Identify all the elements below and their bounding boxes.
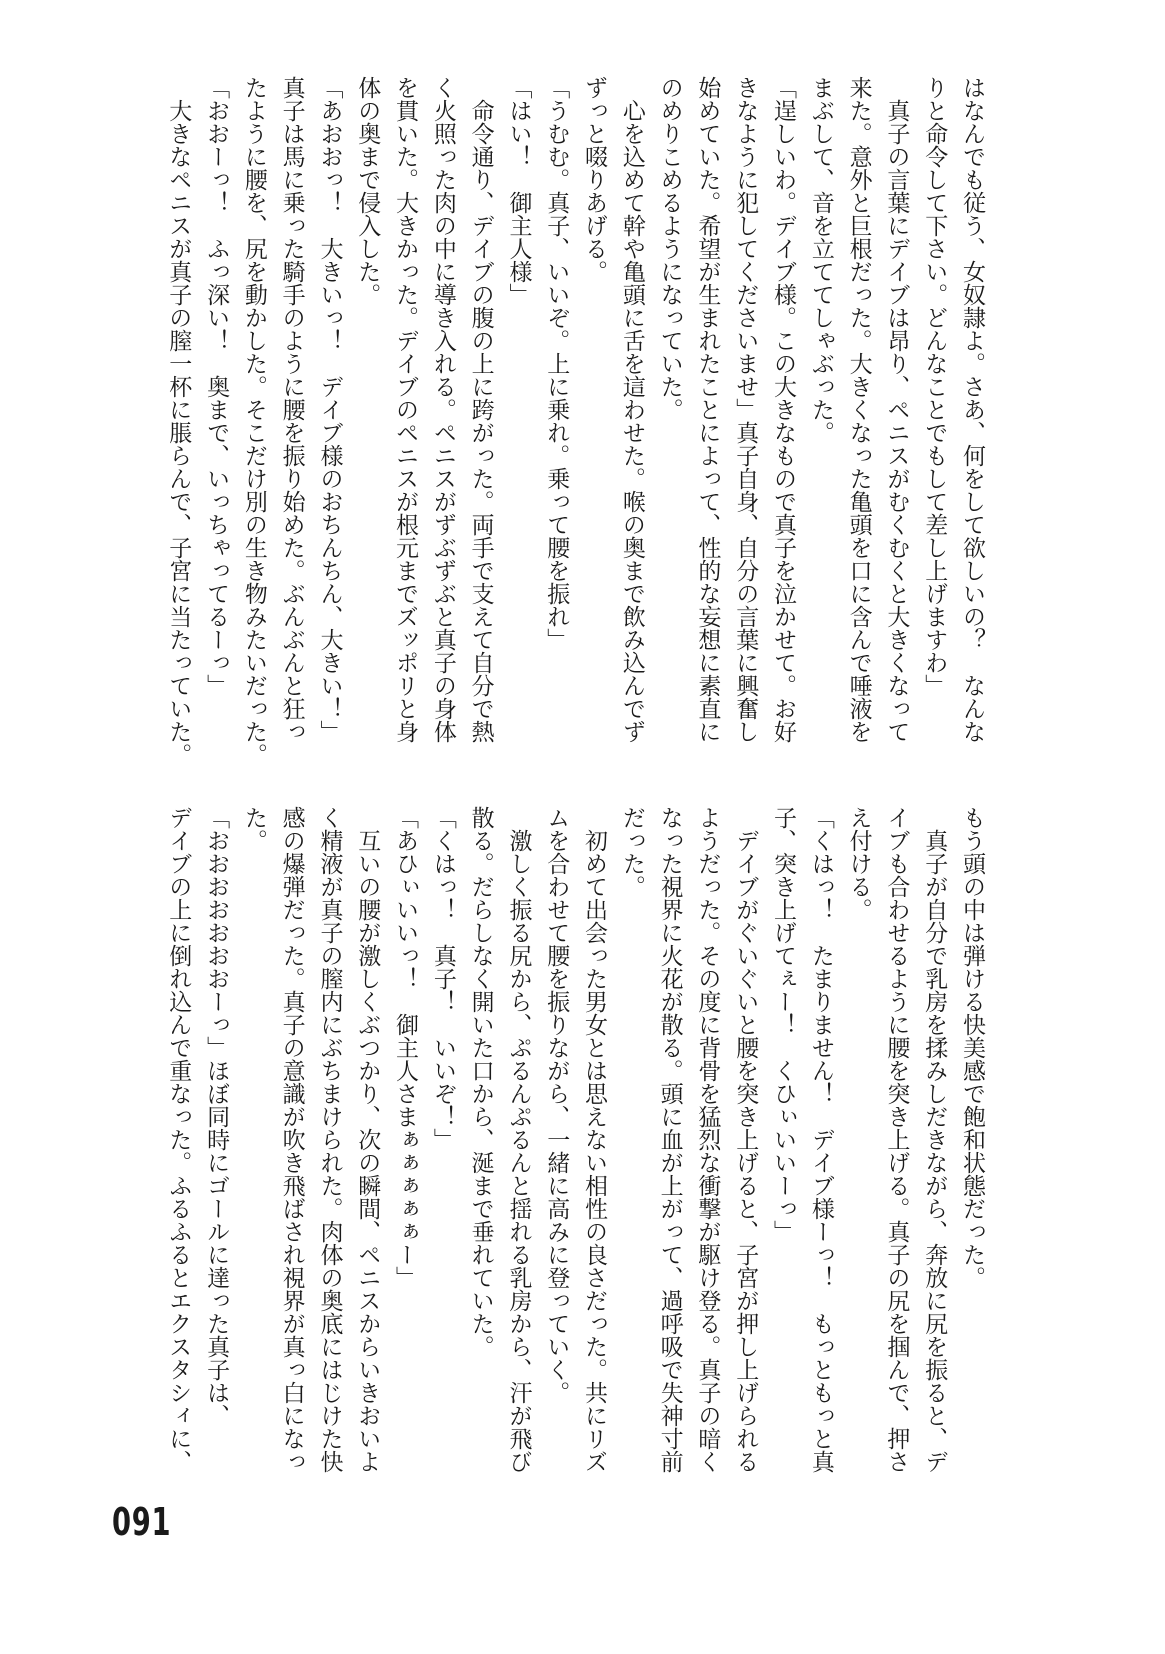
text-column: デイブの上に倒れ込んで重なった。ふるふるとエクスタシィに、 [165, 806, 192, 1473]
text-column: だった。 [618, 806, 645, 898]
text-column: 「くはっ！ たまりません！ デイブ様ーっ！ もっともっと真 [807, 806, 834, 1473]
text-column: 真子は馬に乗った騎手のように腰を振り始めた。ぶんぶんと狂っ [278, 76, 305, 743]
text-column: はなんでも従う、女奴隷よ。さあ、何をして欲しいの？ なんな [959, 76, 985, 743]
text-column: く火照った肉の中に導き入れる。ペニスがずぶずぶと真子の身体 [429, 76, 456, 743]
text-column: た。 [240, 806, 267, 852]
text-column: のめりこめるようになっていた。 [656, 76, 683, 421]
text-column: 激しく振る尻から、ぷるんぷるんと揺れる乳房から、汗が飛び [505, 806, 532, 1473]
text-column: 「逞しいわ。デイブ様。この大きなもので真子を泣かせて。お好 [770, 76, 797, 743]
text-column: え付ける。 [845, 806, 872, 921]
text-column: を貫いた。大きかった。デイブのペニスが根元までズッポリと身 [392, 76, 419, 743]
text-column: 「あおおっ！ 大きいっ！ デイブ様のおちんちん、大きい！」 [316, 76, 343, 743]
text-column: 感の爆弾だった。真子の意識が吹き飛ばされ視界が真っ白になっ [278, 806, 305, 1473]
text-column: 初めて出会った男女とは思えない相性の良さだった。共にリズ [581, 806, 608, 1473]
text-column: なった視界に火花が散る。頭に血が上がって、過呼吸で失神寸前 [656, 806, 683, 1473]
text-column: イブも合わせるように腰を突き上げる。真子の尻を掴んで、押さ [883, 806, 910, 1473]
text-column: く精液が真子の膣内にぶちまけられた。肉体の奥底にはじけた快 [316, 806, 343, 1473]
text-column: 真子が自分で乳房を揉みしだきながら、奔放に尻を振ると、デ [921, 806, 948, 1473]
text-column: 「くはっ！ 真子！ いいぞ！」 [429, 806, 456, 1151]
text-column: 心を込めて幹や亀頭に舌を這わせた。喉の奥まで飲み込んでず [618, 76, 645, 743]
text-column: 「おおおおおおおーっ」ほぼ同時にゴールに達った真子は、 [203, 806, 230, 1427]
text-column: 大きなペニスが真子の膣一杯に脹らんで、子宮に当たっていた。 [165, 76, 192, 766]
text-column: 始めていた。希望が生まれたことによって、性的な妄想に素直に [694, 76, 721, 743]
text-column: きなように犯してくださいませ」真子自身、自分の言葉に興奮し [732, 76, 759, 743]
text-column: ずっと啜りあげる。 [581, 76, 608, 283]
text-column: 真子の言葉にデイブは昂り、ペニスがむくむくと大きくなって [883, 76, 910, 743]
text-column: ようだった。その度に背骨を猛烈な衝撃が駆け登る。真子の暗く [694, 806, 721, 1473]
text-column: もう頭の中は弾ける快美感で飽和状態だった。 [959, 806, 985, 1289]
text-column: 子、突き上げてぇー！ くひぃいいーっ」 [770, 806, 797, 1243]
lower-text-block [140, 806, 990, 1486]
text-column: 来た。意外と巨根だった。大きくなった亀頭を口に含んで唾液を [845, 76, 872, 743]
text-column: 散る。だらしなく開いた口から、涎まで垂れていた。 [467, 806, 494, 1358]
upper-text-block [140, 76, 990, 766]
text-column: りと命令して下さい。どんなことでもして差し上げますわ」 [921, 76, 948, 697]
text-column: 命令通り、デイブの腹の上に跨がった。両手で支えて自分で熱 [467, 76, 494, 743]
text-column: 互いの腰が激しくぶつかり、次の瞬間、ペニスからいきおいよ [354, 806, 381, 1473]
text-column: 「おおーっ！ ふっ深い！ 奥まで、いっちゃってるーっ」 [203, 76, 230, 697]
text-column: 体の奥まで侵入した。 [354, 76, 381, 306]
text-column: 「うむむ。真子、いいぞ。上に乗れ。乗って腰を振れ」 [543, 76, 570, 651]
text-column: たように腰を、尻を動かした。そこだけ別の生き物みたいだった。 [240, 76, 267, 766]
text-column: 「はい！ 御主人様」 [505, 76, 532, 306]
text-column: まぶして、音を立ててしゃぶった。 [807, 76, 834, 444]
text-column: 「あひぃいいっ！ 御主人さまぁぁぁぁぁー」 [392, 806, 419, 1289]
page-number: 091 [112, 1500, 172, 1544]
text-column: ムを合わせて腰を振りながら、一緒に高みに登っていく。 [543, 806, 570, 1404]
text-column: デイブがぐいぐいと腰を突き上げると、子宮が押し上げられる [732, 806, 759, 1473]
